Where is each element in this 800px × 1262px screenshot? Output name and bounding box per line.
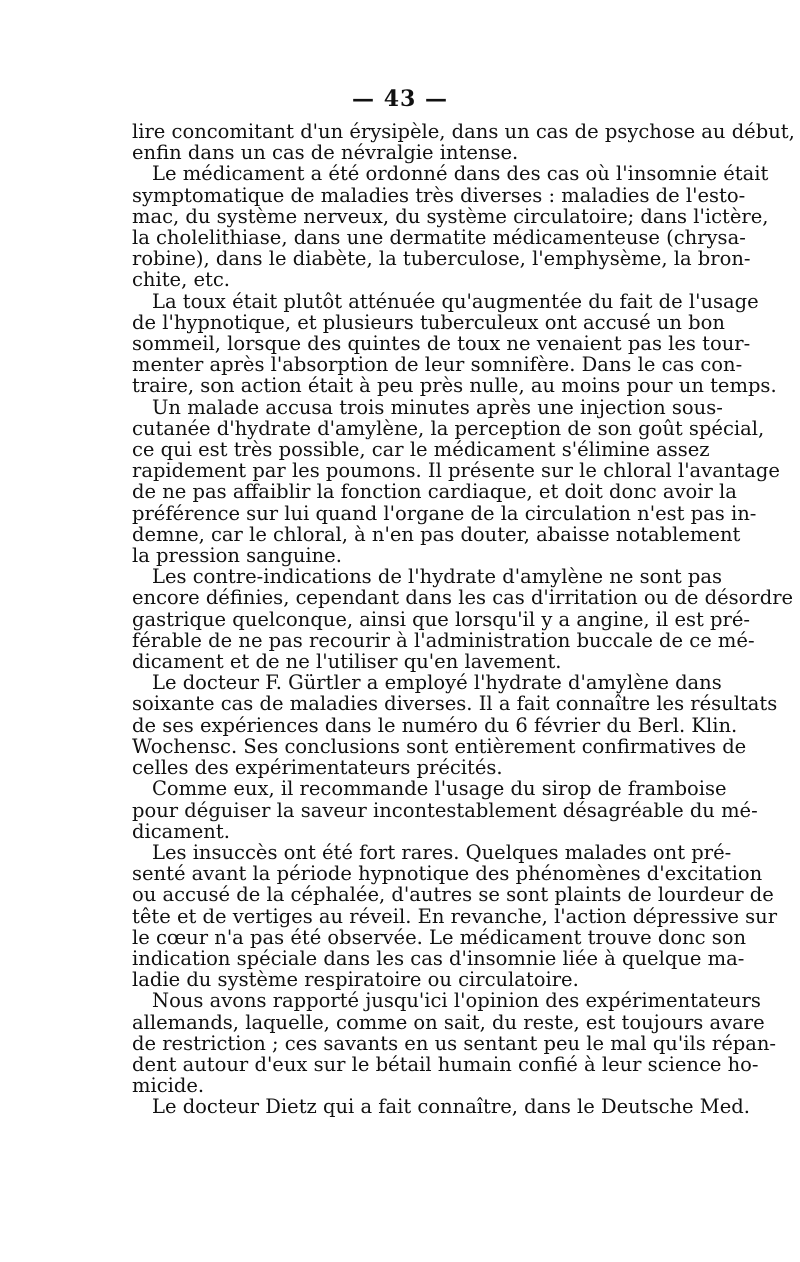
text-line: dicament et de ne l'utiliser qu'en lavement.: [132, 650, 562, 674]
text-line: cutanée d'hydrate d'amylène, la perception de son goût spécial,: [132, 416, 765, 440]
text-line: gastrique quelconque, ainsi que lorsqu'il y a angine, il est pré-: [132, 607, 750, 631]
text-line: Les contre-indications de l'hydrate d'amylène ne sont pas: [152, 565, 723, 589]
text-line: tête et de vertiges au réveil. En revanche, l'action dépressive sur: [132, 904, 778, 928]
text-line: Comme eux, il recommande l'usage du sirop de framboise: [152, 777, 727, 801]
text-line: lire concomitant d'un érysipèle, dans un cas de psychose au début,: [132, 120, 795, 143]
text-line: chite, etc.: [132, 268, 230, 292]
page-number: — 43 —: [352, 86, 448, 112]
text-line: senté avant la période hypnotique des phénomènes d'excitation: [132, 862, 763, 886]
text-line: férable de ne pas recourir à l'administration buccale de ce mé-: [132, 628, 755, 652]
text-line: mac, du système nerveux, du système circulatoire; dans l'ictère,: [132, 204, 769, 228]
text-line: la cholelithiase, dans une dermatite médicamenteuse (chrysa-: [132, 226, 746, 250]
text-line: indication spéciale dans les cas d'insomnie liée à quelque ma-: [132, 946, 745, 970]
text-line: ou accusé de la céphalée, d'autres se sont plaints de lourdeur de: [132, 883, 774, 907]
text-line: Nous avons rapporté jusqu'ici l'opinion des expérimentateurs: [152, 989, 761, 1013]
text-line: de ses expériences dans le numéro du 6 février du Berl. Klin.: [132, 713, 738, 737]
body-text: [132, 120, 795, 1119]
text-line: dent autour d'eux sur le bétail humain confié à leur science ho-: [132, 1052, 759, 1076]
text-line: Un malade accusa trois minutes après une injection sous-: [152, 395, 723, 419]
text-line: ce qui est très possible, car le médicament s'élimine assez: [132, 438, 710, 462]
text-line: La toux était plutôt atténuée qu'augmentée du fait de l'usage: [152, 289, 759, 313]
text-line: dicament.: [132, 819, 230, 843]
text-line: rapidement par les poumons. Il présente sur le chloral l'avantage: [132, 459, 780, 483]
text-line: de restriction ; ces savants en us sentant peu le mal qu'ils répan-: [132, 1031, 777, 1055]
text-line: robine), dans le diabète, la tuberculose, l'emphysème, la bron-: [132, 247, 751, 271]
text-line: celles des expérimentateurs précités.: [132, 756, 503, 780]
text-line: micide.: [132, 1074, 205, 1098]
text-line: soixante cas de maladies diverses. Il a fait connaître les résultats: [132, 692, 778, 716]
text-line: préférence sur lui quand l'organe de la circulation n'est pas in-: [132, 501, 757, 525]
text-line: ladie du système respiratoire ou circulatoire.: [132, 968, 579, 992]
text-line: de ne pas affaiblir la fonction cardiaque, et doit donc avoir la: [132, 480, 737, 504]
text-line: enfin dans un cas de névralgie intense.: [132, 141, 519, 165]
text-line: Wochensc. Ses conclusions sont entièrement confirmatives de: [132, 734, 747, 758]
text-line: Le médicament a été ordonné dans des cas où l'insomnie était: [152, 162, 769, 186]
text-line: symptomatique de maladies très diverses : maladies de l'esto-: [132, 183, 746, 207]
text-line: de l'hypnotique, et plusieurs tuberculeux ont accusé un bon: [132, 310, 725, 334]
text-line: Le docteur F. Gürtler a employé l'hydrate d'amylène dans: [152, 671, 722, 695]
text-line: pour déguiser la saveur incontestablement désagréable du mé-: [132, 798, 758, 822]
text-line: demne, car le chloral, à n'en pas douter, abaisse notablement: [132, 522, 741, 546]
text-line: menter après l'absorption de leur somnifère. Dans le cas con-: [132, 353, 743, 377]
text-line: Les insuccès ont été fort rares. Quelques malades ont pré-: [152, 840, 732, 864]
text-line: la pression sanguine.: [132, 544, 342, 568]
text-line: sommeil, lorsque des quintes de toux ne venaient pas les tour-: [132, 332, 751, 356]
text-line: traire, son action était à peu près nulle, au moins pour un temps.: [132, 374, 777, 398]
text-line: allemands, laquelle, comme on sait, du reste, est toujours avare: [132, 1010, 765, 1034]
text-line: encore définies, cependant dans les cas d'irritation ou de désordre: [132, 586, 794, 610]
text-line: Le docteur Dietz qui a fait connaître, dans le Deutsche Med.: [152, 1095, 750, 1119]
text-line: le cœur n'a pas été observée. Le médicament trouve donc son: [132, 925, 747, 949]
